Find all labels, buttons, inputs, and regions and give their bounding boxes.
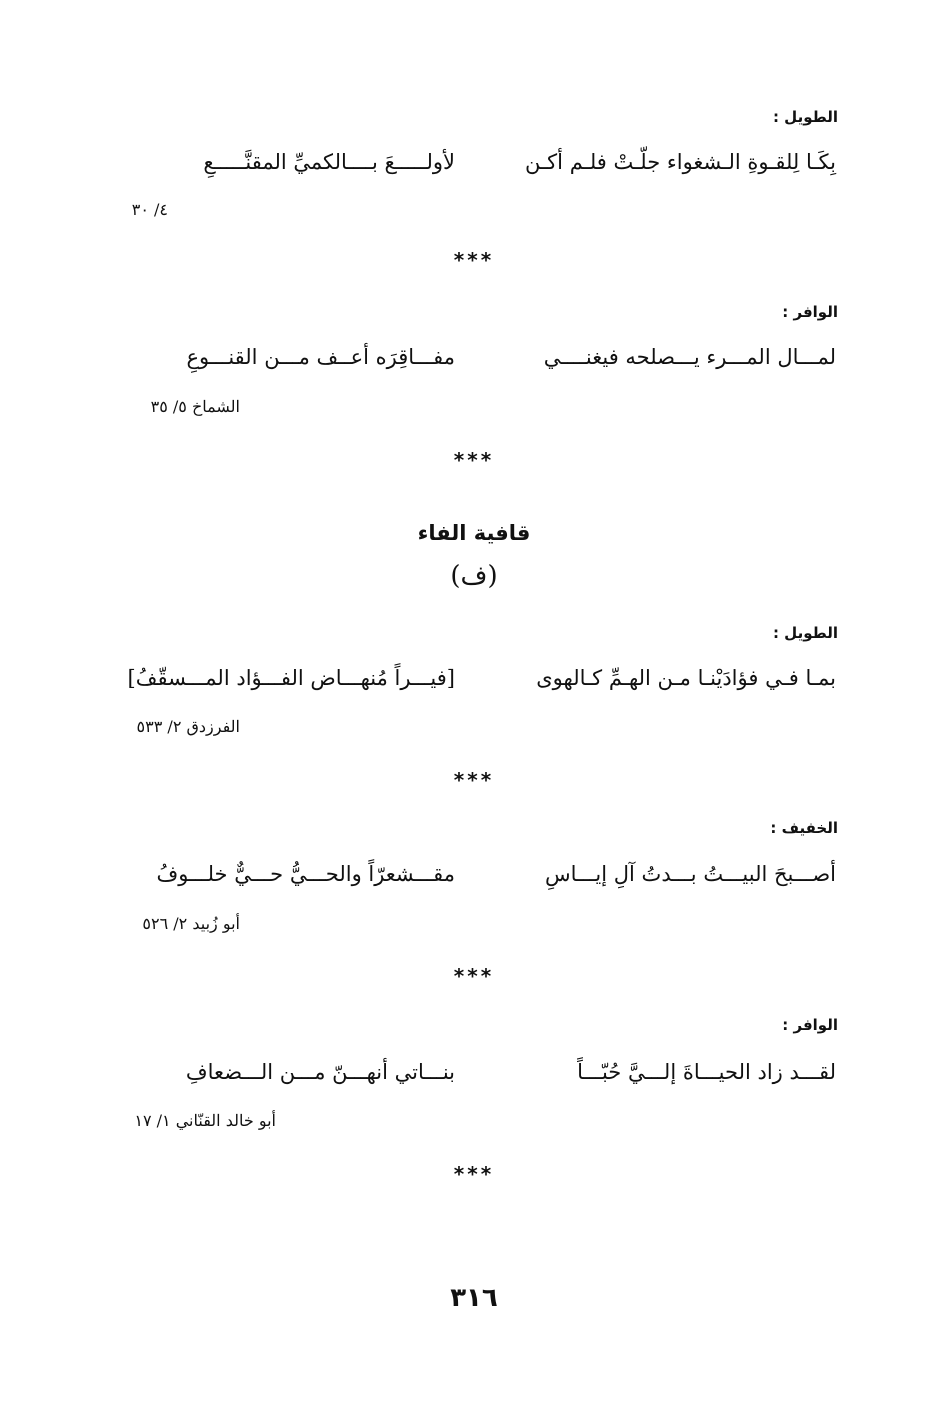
section-separator: *** <box>453 448 495 472</box>
meter-label: الوافر : <box>782 303 838 321</box>
verse-source: أبو خالد القنّاني ١/ ١٧ <box>134 1111 276 1130</box>
meter-label: الوافر : <box>782 1016 838 1034</box>
meter-label: الطويل : <box>772 108 838 126</box>
section-separator: *** <box>453 248 495 272</box>
meter-label: الخفيف : <box>770 819 838 837</box>
verse-first-hemistich: بِكَـا لِلقـوةِ الـشغواء جلّـتْ فلـم أكـن <box>525 150 836 174</box>
verse-source: أبو زُبيد ٢/ ٥٢٦ <box>142 914 240 933</box>
verse-first-hemistich: بمـا فـي فؤادَيْنـا مـن الهـمِّ كـالهوى <box>536 666 836 690</box>
verse-source: الشماخ ٥/ ٣٥ <box>150 397 240 416</box>
section-separator: *** <box>453 768 495 792</box>
verse-source: ٤/ ٣٠ <box>131 200 168 219</box>
verse-second-hemistich: [فيـــراً مُنهـــاض الفـــؤاد المـــسقّفُ] <box>127 666 455 690</box>
page-number: ٣١٦ <box>450 1283 498 1313</box>
verse-second-hemistich: بنـــاتي أنهـــنّ مـــن الـــضعافِ <box>185 1060 455 1084</box>
section-separator: *** <box>453 964 495 988</box>
verse-first-hemistich: أصـــبحَ البيـــتُ بـــدتُ آلِ إيـــاسِ <box>544 862 836 886</box>
verse-first-hemistich: لمـــال المـــرء يـــصلحه فيغنــــي <box>543 345 836 369</box>
verse-second-hemistich: مفـــاقِرَه أعــف مـــن القنـــوعِ <box>186 345 455 369</box>
verse-first-hemistich: لقـــد زاد الحيـــاةَ إلـــيَّ حُبّـــاً <box>577 1060 836 1084</box>
section-letter: (ف) <box>450 561 498 591</box>
section-separator: *** <box>453 1162 495 1186</box>
section-title: قافية الفاء <box>417 521 531 545</box>
verse-second-hemistich: مقـــشعرّاً والحـــيُّ حـــيٌّ خلـــوفُ <box>156 862 455 886</box>
verse-source: الفرزدق ٢/ ٥٣٣ <box>136 717 240 736</box>
verse-second-hemistich: لأولـــــعَ بــــالكميِّ المقنَّـــــعِ <box>203 150 455 174</box>
meter-label: الطويل : <box>772 624 838 642</box>
